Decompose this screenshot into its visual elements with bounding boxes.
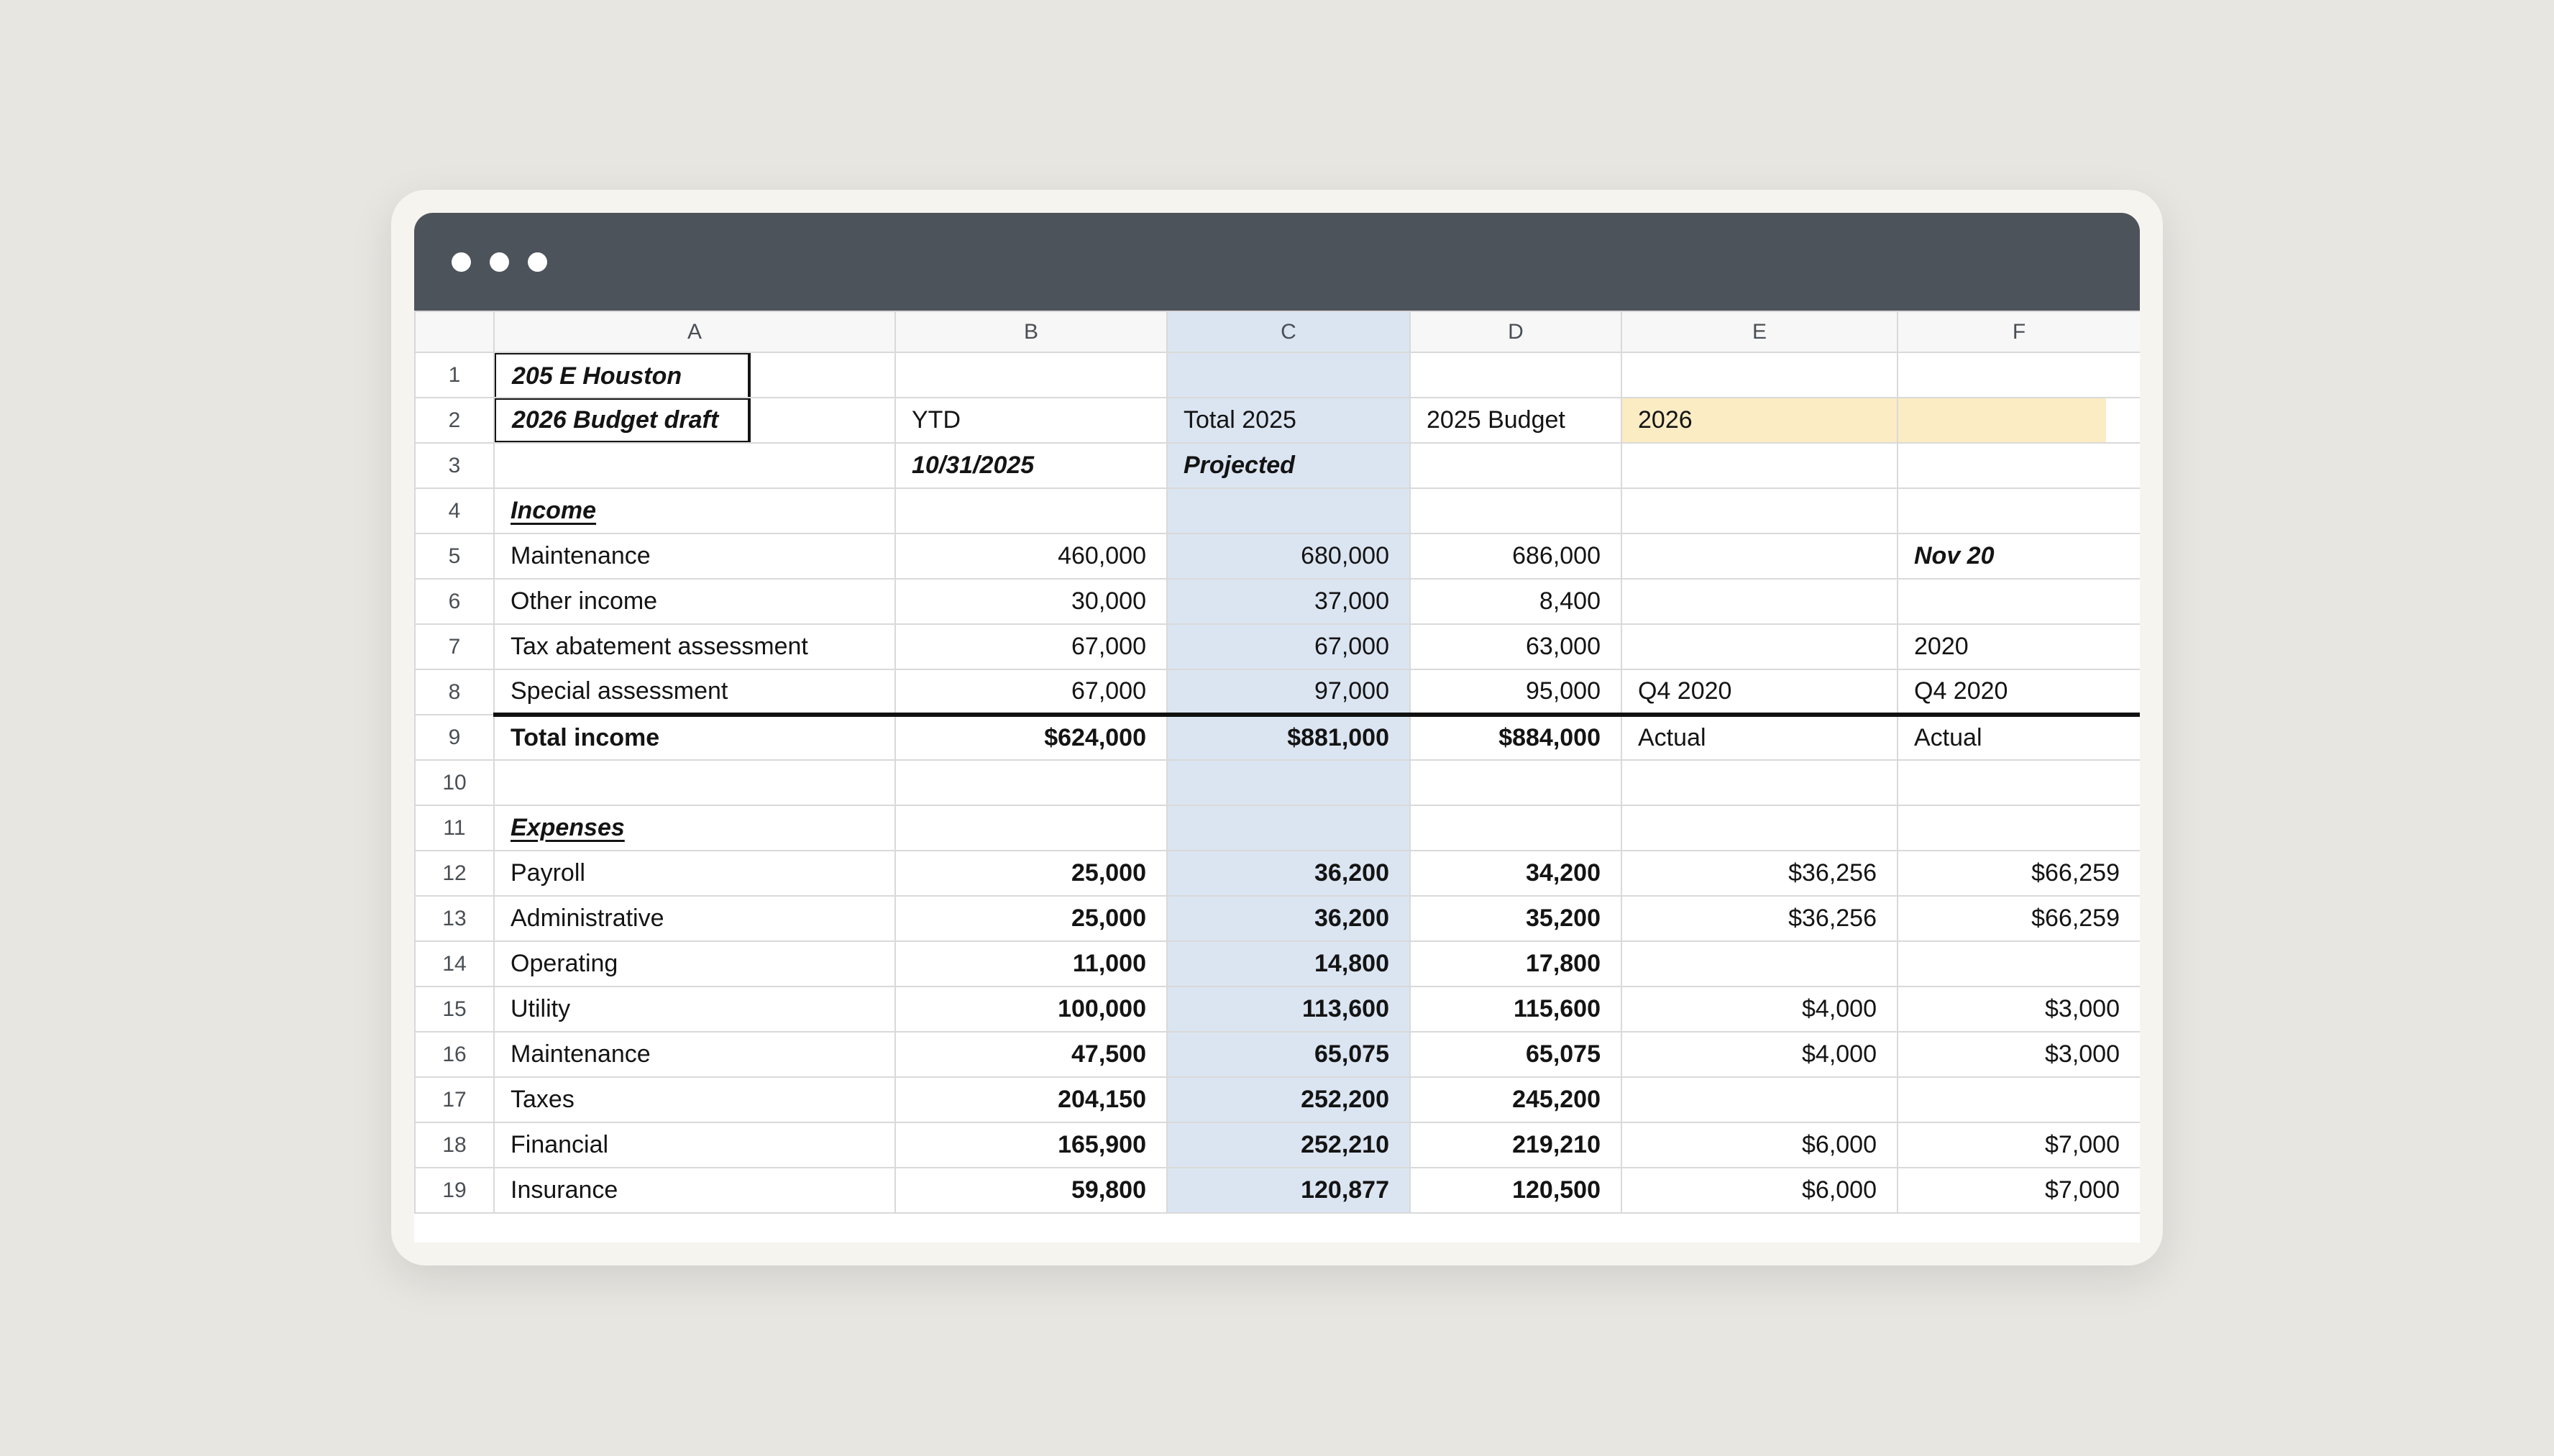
cell-text: 2020 [1914, 633, 1969, 660]
cell-text: $66,259 [2031, 905, 2120, 932]
cell-E1[interactable] [1621, 352, 1898, 398]
cell-D8[interactable] [1410, 669, 1621, 715]
cell-E2[interactable] [1621, 398, 1898, 443]
cell-C13[interactable] [1167, 896, 1410, 941]
column-header-row [415, 311, 2140, 352]
cell-text: 165,900 [1058, 1131, 1146, 1158]
sheet-row-6 [415, 579, 2140, 624]
cell-A12[interactable] [494, 851, 895, 896]
cell-C4[interactable] [1167, 488, 1410, 534]
cell-F6[interactable] [1898, 579, 2140, 624]
cell-C11[interactable] [1167, 805, 1410, 851]
cell-D14[interactable] [1410, 941, 1621, 986]
cell-text: 65,075 [1526, 1040, 1601, 1068]
window-titlebar [414, 213, 2140, 311]
row-header-2[interactable]: 2 [415, 398, 494, 443]
sheet-row-2 [415, 398, 2140, 443]
cell-text: 25,000 [1071, 905, 1146, 932]
row-header-16[interactable]: 16 [415, 1032, 494, 1077]
cell-A7[interactable] [494, 624, 895, 669]
cell-B19[interactable] [895, 1168, 1167, 1213]
sheet-row-7 [415, 624, 2140, 669]
cell-A2[interactable] [494, 398, 895, 443]
cell-text: 63,000 [1526, 633, 1601, 660]
sheet-row-1 [415, 352, 2140, 398]
row-header-13[interactable]: 13 [415, 896, 494, 941]
sheet-row-19 [415, 1168, 2140, 1213]
cell-C6[interactable] [1167, 579, 1410, 624]
cell-B7[interactable] [895, 624, 1167, 669]
cell-E19[interactable] [1621, 1168, 1898, 1213]
row-header-7[interactable]: 7 [415, 624, 494, 669]
cell-F10[interactable] [1898, 760, 2140, 805]
cell-C18[interactable] [1167, 1122, 1410, 1168]
cell-E12[interactable] [1621, 851, 1898, 896]
cell-A9[interactable] [494, 715, 895, 760]
column-header-D[interactable]: D [1410, 311, 1621, 352]
cell-text: Total 2025 [1184, 406, 1296, 434]
cell-D4[interactable] [1410, 488, 1621, 534]
cell-text: Payroll [511, 859, 585, 887]
cell-text: 11,000 [1072, 950, 1146, 977]
cell-B12[interactable] [895, 851, 1167, 896]
cell-text: Q4 2020 [1638, 677, 1732, 705]
cell-text: Operating [511, 950, 618, 977]
cell-A8[interactable] [494, 669, 895, 715]
cell-E14[interactable] [1621, 941, 1898, 986]
cell-A10[interactable] [494, 760, 895, 805]
sheet-row-3 [415, 443, 2140, 488]
cell-E11[interactable] [1621, 805, 1898, 851]
cell-F16[interactable] [1898, 1032, 2140, 1077]
cell-text: 8,400 [1539, 587, 1601, 615]
column-header-B[interactable]: B [895, 311, 1167, 352]
cell-D13[interactable] [1410, 896, 1621, 941]
cell-text: $6,000 [1802, 1176, 1877, 1204]
cell-D12[interactable] [1410, 851, 1621, 896]
row-header-11[interactable]: 11 [415, 805, 494, 851]
cell-D9[interactable] [1410, 715, 1621, 760]
cell-A15[interactable] [494, 986, 895, 1032]
spreadsheet-table [414, 311, 2140, 1214]
column-header-F[interactable]: F [1898, 311, 2140, 352]
row-header-18[interactable]: 18 [415, 1122, 494, 1168]
cell-D18[interactable] [1410, 1122, 1621, 1168]
cell-text: 37,000 [1314, 587, 1389, 615]
row-header-6[interactable]: 6 [415, 579, 494, 624]
cell-F18[interactable] [1898, 1122, 2140, 1168]
cell-B2[interactable] [895, 398, 1167, 443]
cell-A18[interactable] [494, 1122, 895, 1168]
cell-F5[interactable] [1898, 534, 2140, 579]
cell-text: 67,000 [1071, 677, 1146, 705]
row-header-17[interactable]: 17 [415, 1077, 494, 1122]
cell-text: Other income [511, 587, 658, 615]
sheet-row-13 [415, 896, 2140, 941]
cell-text: Utility [511, 995, 571, 1022]
cell-D15[interactable] [1410, 986, 1621, 1032]
cell-E18[interactable] [1621, 1122, 1898, 1168]
cell-C8[interactable] [1167, 669, 1410, 715]
cell-text: Total income [511, 724, 660, 751]
cell-A13[interactable] [494, 896, 895, 941]
cell-C3[interactable] [1167, 443, 1410, 488]
cell-C7[interactable] [1167, 624, 1410, 669]
cell-B4[interactable] [895, 488, 1167, 534]
cell-D6[interactable] [1410, 579, 1621, 624]
cell-C9[interactable] [1167, 715, 1410, 760]
cell-text: $3,000 [2045, 995, 2120, 1022]
cell-B13[interactable] [895, 896, 1167, 941]
cell-B10[interactable] [895, 760, 1167, 805]
cell-text: 252,200 [1301, 1086, 1389, 1113]
cell-A5[interactable] [494, 534, 895, 579]
cell-F14[interactable] [1898, 941, 2140, 986]
cell-text: Maintenance [511, 542, 651, 569]
cell-text: 67,000 [1071, 633, 1146, 660]
cell-text: 36,200 [1314, 905, 1389, 932]
cell-D5[interactable] [1410, 534, 1621, 579]
cell-text: 115,600 [1513, 995, 1601, 1022]
sheet-row-4 [415, 488, 2140, 534]
cell-F7[interactable] [1898, 624, 2140, 669]
cell-text: 25,000 [1071, 859, 1146, 887]
cell-text: Insurance [511, 1176, 618, 1204]
cell-D11[interactable] [1410, 805, 1621, 851]
cell-B9[interactable] [895, 715, 1167, 760]
cell-text: 97,000 [1314, 677, 1389, 705]
cell-text: 95,000 [1526, 677, 1601, 705]
cell-D19[interactable] [1410, 1168, 1621, 1213]
spreadsheet-body [415, 352, 2140, 1213]
cell-text: 219,210 [1512, 1131, 1601, 1158]
cell-C15[interactable] [1167, 986, 1410, 1032]
cell-B18[interactable] [895, 1122, 1167, 1168]
cell-text: 34,200 [1526, 859, 1601, 887]
row-header-1[interactable]: 1 [415, 352, 494, 398]
sheet-row-12 [415, 851, 2140, 896]
cell-E16[interactable] [1621, 1032, 1898, 1077]
spreadsheet [414, 311, 2140, 1242]
row-header-14[interactable]: 14 [415, 941, 494, 986]
row-header-15[interactable]: 15 [415, 986, 494, 1032]
cell-text: $36,256 [1788, 859, 1877, 887]
cell-text: 65,075 [1314, 1040, 1389, 1068]
cell-text: 245,200 [1512, 1086, 1601, 1113]
cell-text: Actual [1914, 724, 1982, 751]
cell-B5[interactable] [895, 534, 1167, 579]
cell-D1[interactable] [1410, 352, 1621, 398]
sheet-row-14 [415, 941, 2140, 986]
cell-E5[interactable] [1621, 534, 1898, 579]
cell-text: 686,000 [1512, 542, 1601, 569]
cell-A14[interactable] [494, 941, 895, 986]
cell-text: 204,150 [1058, 1086, 1146, 1113]
cell-A16[interactable] [494, 1032, 895, 1077]
column-header-C[interactable]: C [1167, 311, 1410, 352]
row-header-12[interactable]: 12 [415, 851, 494, 896]
cell-text: $7,000 [2045, 1131, 2120, 1158]
row-header-5[interactable]: 5 [415, 534, 494, 579]
cell-text: Taxes [511, 1086, 575, 1113]
cell-D3[interactable] [1410, 443, 1621, 488]
cell-text: Actual [1638, 724, 1706, 751]
cell-C19[interactable] [1167, 1168, 1410, 1213]
cell-D17[interactable] [1410, 1077, 1621, 1122]
cell-text: $3,000 [2045, 1040, 2120, 1068]
cell-C2[interactable] [1167, 398, 1410, 443]
column-header-A[interactable]: A [494, 311, 895, 352]
sheet-row-15 [415, 986, 2140, 1032]
cell-text: 67,000 [1314, 633, 1389, 660]
cell-A4[interactable] [494, 488, 895, 534]
window-control-dot-3[interactable] [528, 252, 547, 272]
cell-F12[interactable] [1898, 851, 2140, 896]
cell-text: $884,000 [1498, 724, 1601, 751]
cell-A19[interactable] [494, 1168, 895, 1213]
cell-A6[interactable] [494, 579, 895, 624]
cell-A11[interactable] [494, 805, 895, 851]
sheet-row-10 [415, 760, 2140, 805]
cell-F15[interactable] [1898, 986, 2140, 1032]
cell-text: 100,000 [1058, 995, 1146, 1022]
cell-C14[interactable] [1167, 941, 1410, 986]
cell-text: Q4 2020 [1914, 677, 2008, 705]
cell-B16[interactable] [895, 1032, 1167, 1077]
cell-text: 17,800 [1526, 950, 1601, 977]
cell-text: 120,500 [1512, 1176, 1601, 1204]
column-header-E[interactable]: E [1621, 311, 1898, 352]
cell-E15[interactable] [1621, 986, 1898, 1032]
sheet-row-17 [415, 1077, 2140, 1122]
cell-text: 2025 Budget [1427, 406, 1565, 434]
cell-F11[interactable] [1898, 805, 2140, 851]
row-header-19[interactable]: 19 [415, 1168, 494, 1213]
cell-E6[interactable] [1621, 579, 1898, 624]
cell-text: 35,200 [1526, 905, 1601, 932]
window-control-dot-1[interactable] [452, 252, 471, 272]
cell-text: 36,200 [1314, 859, 1389, 887]
cell-text: $7,000 [2045, 1176, 2120, 1204]
cell-text: 14,800 [1314, 950, 1389, 977]
cell-text: $66,259 [2031, 859, 2120, 887]
cell-D7[interactable] [1410, 624, 1621, 669]
cell-F17[interactable] [1898, 1077, 2140, 1122]
cell-text: 205 E Houston [512, 362, 682, 390]
window-control-dot-2[interactable] [490, 252, 509, 272]
cell-D10[interactable] [1410, 760, 1621, 805]
cell-E10[interactable] [1621, 760, 1898, 805]
cell-text: 10/31/2025 [912, 452, 1035, 479]
cell-text: 680,000 [1301, 542, 1389, 569]
sheet-row-5 [415, 534, 2140, 579]
cell-text: 59,800 [1071, 1176, 1146, 1204]
cell-text: $4,000 [1802, 995, 1877, 1022]
cell-text: 252,210 [1301, 1131, 1389, 1158]
sheet-row-18 [415, 1122, 2140, 1168]
cell-F19[interactable] [1898, 1168, 2140, 1213]
cell-text: Financial [511, 1131, 609, 1158]
cell-text: $881,000 [1287, 724, 1389, 751]
cell-A1[interactable] [494, 352, 895, 398]
cell-C16[interactable] [1167, 1032, 1410, 1077]
cell-C10[interactable] [1167, 760, 1410, 805]
cell-B17[interactable] [895, 1077, 1167, 1122]
cell-C5[interactable] [1167, 534, 1410, 579]
cell-text: 47,500 [1071, 1040, 1146, 1068]
cell-text: Special assessment [511, 677, 728, 705]
sheet-row-8 [415, 669, 2140, 715]
cell-E7[interactable] [1621, 624, 1898, 669]
cell-C1[interactable] [1167, 352, 1410, 398]
app-window [391, 190, 2163, 1265]
cell-border-box [494, 352, 751, 398]
cell-text: 113,600 [1301, 995, 1389, 1022]
cell-B3[interactable] [895, 443, 1167, 488]
cell-text: $624,000 [1044, 724, 1146, 751]
cell-text: Tax abatement assessment [511, 633, 808, 660]
cell-text: $6,000 [1802, 1131, 1877, 1158]
cell-B8[interactable] [895, 669, 1167, 715]
cell-text: 460,000 [1058, 542, 1146, 569]
cell-C17[interactable] [1167, 1077, 1410, 1122]
cell-A3[interactable] [494, 443, 895, 488]
cell-text: $4,000 [1802, 1040, 1877, 1068]
row-header-10[interactable]: 10 [415, 760, 494, 805]
cell-E8[interactable] [1621, 669, 1898, 715]
cell-F9[interactable] [1898, 715, 2140, 760]
cell-E13[interactable] [1621, 896, 1898, 941]
cell-D16[interactable] [1410, 1032, 1621, 1077]
cell-B11[interactable] [895, 805, 1167, 851]
cell-border-box [494, 398, 751, 443]
cell-text: Maintenance [511, 1040, 651, 1068]
cell-text: 2026 [1638, 406, 1693, 434]
sheet-row-9 [415, 715, 2140, 760]
cell-text: 120,877 [1301, 1176, 1389, 1204]
sheet-row-16 [415, 1032, 2140, 1077]
cell-E9[interactable] [1621, 715, 1898, 760]
cell-F13[interactable] [1898, 896, 2140, 941]
row-header-4[interactable]: 4 [415, 488, 494, 534]
cell-B15[interactable] [895, 986, 1167, 1032]
cell-E17[interactable] [1621, 1077, 1898, 1122]
cell-F4[interactable] [1898, 488, 2140, 534]
cell-F2[interactable] [1898, 398, 2140, 443]
cell-F1[interactable] [1898, 352, 2140, 398]
cell-F8[interactable] [1898, 669, 2140, 715]
cell-B6[interactable] [895, 579, 1167, 624]
cell-text: YTD [912, 406, 961, 434]
row-header-3[interactable]: 3 [415, 443, 494, 488]
cell-text: 2026 Budget draft [512, 406, 719, 434]
cell-text: Projected [1184, 452, 1295, 479]
cell-F3[interactable] [1898, 443, 2140, 488]
cell-C12[interactable] [1167, 851, 1410, 896]
cell-text: Administrative [511, 905, 664, 932]
cell-text: Income [511, 497, 597, 524]
cell-E4[interactable] [1621, 488, 1898, 534]
cell-D2[interactable] [1410, 398, 1621, 443]
cell-E3[interactable] [1621, 443, 1898, 488]
cell-text: Expenses [511, 814, 625, 841]
cell-A17[interactable] [494, 1077, 895, 1122]
row-header-8[interactable]: 8 [415, 669, 494, 715]
cell-text: Nov 20 [1914, 542, 1995, 569]
cell-text: 30,000 [1071, 587, 1146, 615]
cell-text: $36,256 [1788, 905, 1877, 932]
sheet-row-11 [415, 805, 2140, 851]
select-all-corner[interactable] [415, 311, 494, 352]
row-header-9[interactable]: 9 [415, 715, 494, 760]
cell-B1[interactable] [895, 352, 1167, 398]
cell-B14[interactable] [895, 941, 1167, 986]
